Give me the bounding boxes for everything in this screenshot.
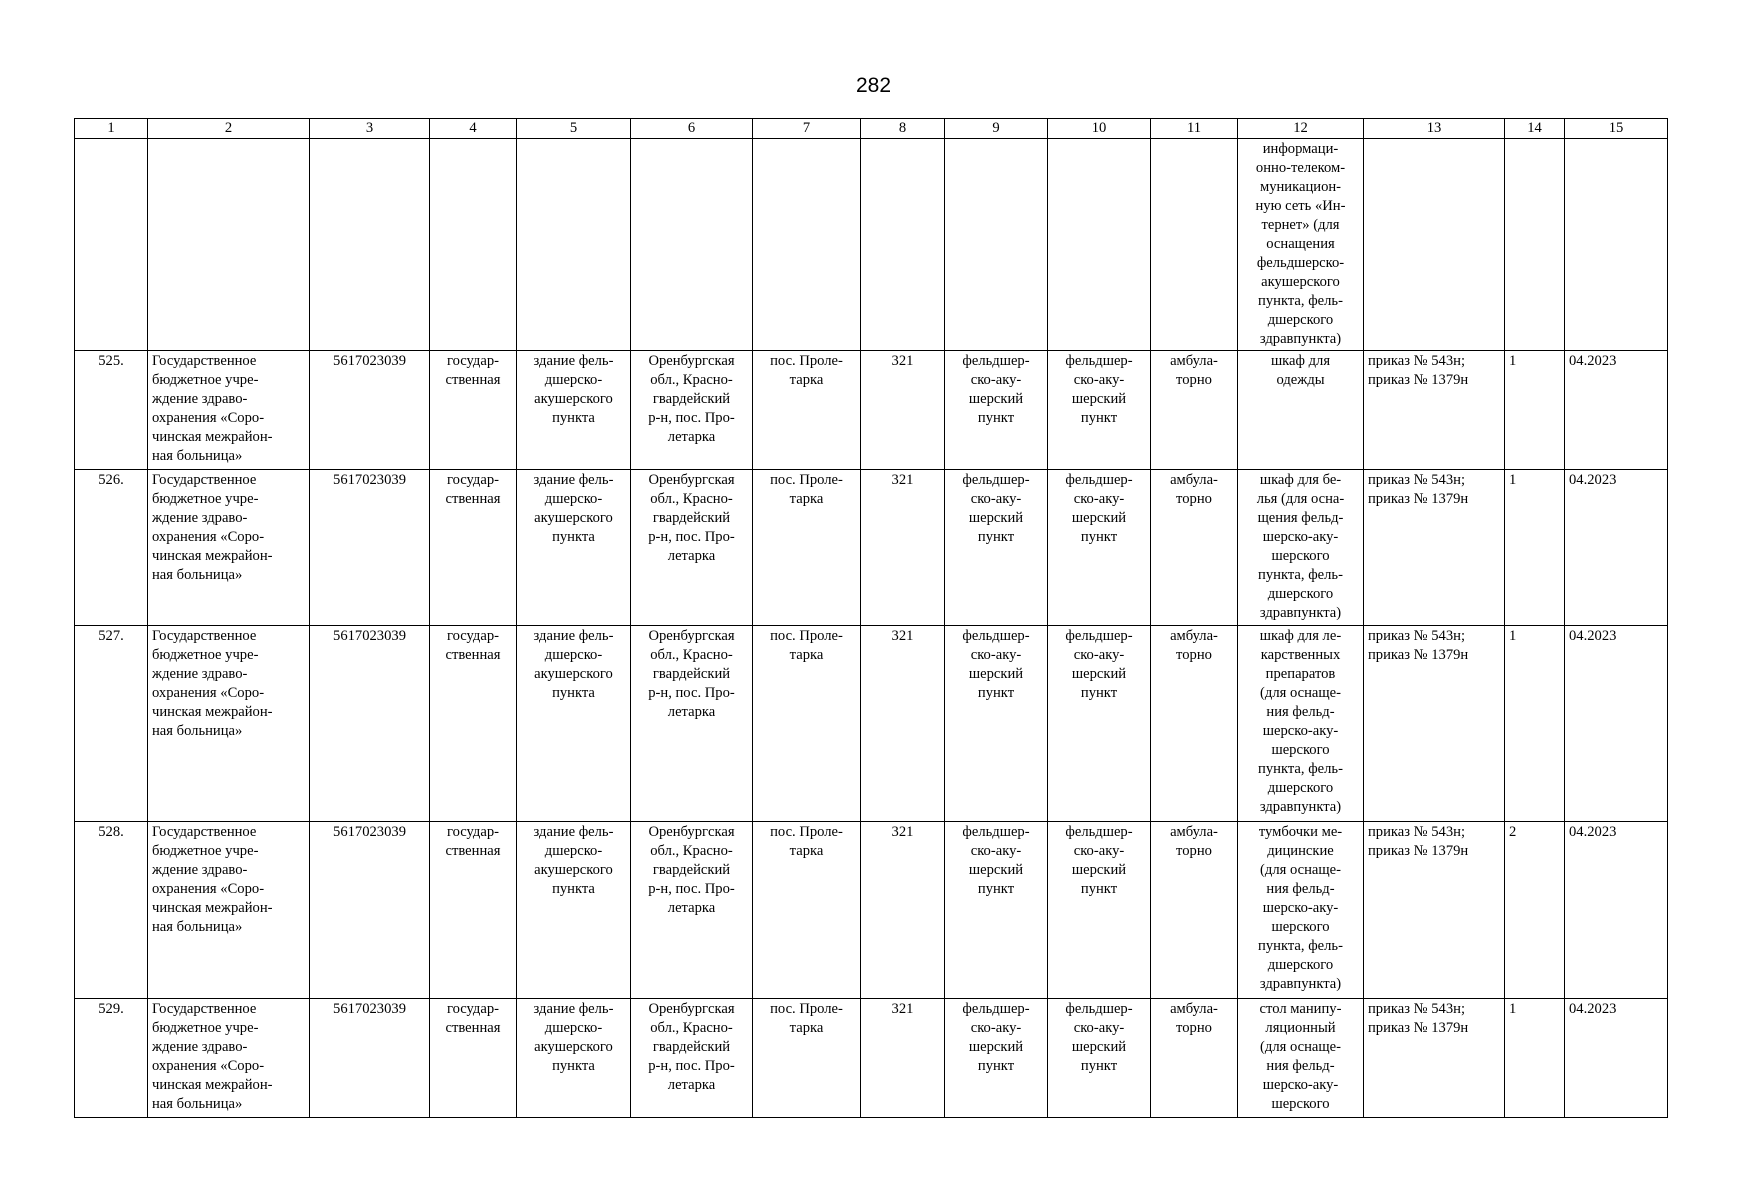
column-header: 3 <box>310 119 430 139</box>
inn-cell: 5617023039 <box>310 822 430 999</box>
building-cell: здание фель- дшерско- акушерского пункта <box>517 470 631 626</box>
equipment-cell: шкаф для одежды <box>1238 351 1364 470</box>
facility-subtype-cell: фельдшер- ско-аку- шерский пункт <box>1048 351 1151 470</box>
inn-cell: 5617023039 <box>310 351 430 470</box>
ownership-cell: государ- ственная <box>430 822 517 999</box>
facility-subtype-cell: фельдшер- ско-аку- шерский пункт <box>1048 626 1151 822</box>
organization-cell: Государственное бюджетное учре- ждение здраво- охранения «Соро- чинская межрайон- ная больница» <box>148 470 310 626</box>
table-row <box>75 470 1668 626</box>
table-row <box>75 626 1668 822</box>
locality-cell: пос. Проле- тарка <box>753 822 861 999</box>
equipment-cell: шкаф для бе- лья (для осна- щения фельд- шерско-аку- шерского пункта, фель- дшерского здравпункта) <box>1238 470 1364 626</box>
locality-cell: пос. Проле- тарка <box>753 470 861 626</box>
code-cell: 321 <box>861 351 945 470</box>
date-cell: 04.2023 <box>1565 822 1668 999</box>
inn-cell: 5617023039 <box>310 999 430 1118</box>
facility-subtype-cell: фельдшер- ско-аку- шерский пункт <box>1048 470 1151 626</box>
equipment-cell: информаци- онно-телеком- муникацион- ную сеть «Ин- тернет» (для оснащения фельдшерско- акушерского пункта, фель- дшерского здравпункта) <box>1238 139 1364 351</box>
locality-cell: пос. Проле- тарка <box>753 351 861 470</box>
locality-cell: пос. Проле- тарка <box>753 999 861 1118</box>
column-header: 13 <box>1364 119 1505 139</box>
column-header: 4 <box>430 119 517 139</box>
building-cell: здание фель- дшерско- акушерского пункта <box>517 351 631 470</box>
care-form-cell: амбула- торно <box>1151 470 1238 626</box>
building-cell: здание фель- дшерско- акушерского пункта <box>517 626 631 822</box>
quantity-cell: 1 <box>1505 999 1565 1118</box>
column-header: 8 <box>861 119 945 139</box>
inn-cell: 5617023039 <box>310 626 430 822</box>
care-form-cell: амбула- торно <box>1151 822 1238 999</box>
care-form-cell: амбула- торно <box>1151 351 1238 470</box>
address-cell: Оренбургская обл., Красно- гвардейский р-н, пос. Про- летарка <box>631 470 753 626</box>
column-header: 7 <box>753 119 861 139</box>
order-cell: приказ № 543н; приказ № 1379н <box>1364 822 1505 999</box>
facility-type-cell: фельдшер- ско-аку- шерский пункт <box>945 626 1048 822</box>
organization-cell: Государственное бюджетное учре- ждение здраво- охранения «Соро- чинская межрайон- ная больница» <box>148 999 310 1118</box>
column-header: 5 <box>517 119 631 139</box>
facility-type-cell: фельдшер- ско-аку- шерский пункт <box>945 351 1048 470</box>
column-header: 12 <box>1238 119 1364 139</box>
organization-cell: Государственное бюджетное учре- ждение здраво- охранения «Соро- чинская межрайон- ная больница» <box>148 626 310 822</box>
order-cell: приказ № 543н; приказ № 1379н <box>1364 351 1505 470</box>
building-cell: здание фель- дшерско- акушерского пункта <box>517 822 631 999</box>
row-number-cell: 527. <box>75 626 148 822</box>
address-cell: Оренбургская обл., Красно- гвардейский р-н, пос. Про- летарка <box>631 626 753 822</box>
care-form-cell: амбула- торно <box>1151 999 1238 1118</box>
row-number-cell: 525. <box>75 351 148 470</box>
table-row <box>75 999 1668 1118</box>
equipment-cell: стол манипу- ляционный (для оснаще- ния фельд- шерско-аку- шерского <box>1238 999 1364 1118</box>
column-header: 6 <box>631 119 753 139</box>
code-cell: 321 <box>861 822 945 999</box>
facility-subtype-cell: фельдшер- ско-аку- шерский пункт <box>1048 822 1151 999</box>
ownership-cell: государ- ственная <box>430 470 517 626</box>
page-number: 282 <box>855 74 892 97</box>
table-row <box>75 351 1668 470</box>
organization-cell: Государственное бюджетное учре- ждение здраво- охранения «Соро- чинская межрайон- ная больница» <box>148 351 310 470</box>
ownership-cell: государ- ственная <box>430 626 517 822</box>
ownership-cell: государ- ственная <box>430 351 517 470</box>
row-number-cell: 526. <box>75 470 148 626</box>
row-number-cell: 528. <box>75 822 148 999</box>
column-number-row <box>75 119 1668 139</box>
column-header: 1 <box>75 119 148 139</box>
quantity-cell: 1 <box>1505 351 1565 470</box>
column-header: 14 <box>1505 119 1565 139</box>
code-cell: 321 <box>861 999 945 1118</box>
organization-cell: Государственное бюджетное учре- ждение здраво- охранения «Соро- чинская межрайон- ная больница» <box>148 822 310 999</box>
table-row <box>75 822 1668 999</box>
address-cell: Оренбургская обл., Красно- гвардейский р-н, пос. Про- летарка <box>631 999 753 1118</box>
building-cell: здание фель- дшерско- акушерского пункта <box>517 999 631 1118</box>
facility-type-cell: фельдшер- ско-аку- шерский пункт <box>945 822 1048 999</box>
quantity-cell: 2 <box>1505 822 1565 999</box>
order-cell: приказ № 543н; приказ № 1379н <box>1364 999 1505 1118</box>
address-cell: Оренбургская обл., Красно- гвардейский р-н, пос. Про- летарка <box>631 351 753 470</box>
date-cell: 04.2023 <box>1565 470 1668 626</box>
order-cell: приказ № 543н; приказ № 1379н <box>1364 626 1505 822</box>
quantity-cell: 1 <box>1505 470 1565 626</box>
date-cell: 04.2023 <box>1565 626 1668 822</box>
facility-type-cell: фельдшер- ско-аку- шерский пункт <box>945 470 1048 626</box>
inn-cell: 5617023039 <box>310 470 430 626</box>
code-cell: 321 <box>861 626 945 822</box>
equipment-cell: тумбочки ме- дицинские (для оснаще- ния фельд- шерско-аку- шерского пункта, фель- дшерского здравпункта) <box>1238 822 1364 999</box>
equipment-cell: шкаф для ле- карственных препаратов (для оснаще- ния фельд- шерско-аку- шерского пункта, фель- дшерского здравпункта) <box>1238 626 1364 822</box>
care-form-cell: амбула- торно <box>1151 626 1238 822</box>
row-number-cell: 529. <box>75 999 148 1118</box>
address-cell: Оренбургская обл., Красно- гвардейский р-н, пос. Про- летарка <box>631 822 753 999</box>
facility-subtype-cell: фельдшер- ско-аку- шерский пункт <box>1048 999 1151 1118</box>
locality-cell: пос. Проле- тарка <box>753 626 861 822</box>
order-cell: приказ № 543н; приказ № 1379н <box>1364 470 1505 626</box>
date-cell: 04.2023 <box>1565 351 1668 470</box>
column-header: 10 <box>1048 119 1151 139</box>
column-header: 15 <box>1565 119 1668 139</box>
column-header: 9 <box>945 119 1048 139</box>
ownership-cell: государ- ственная <box>430 999 517 1118</box>
code-cell: 321 <box>861 470 945 626</box>
continuation-row <box>75 139 1668 351</box>
facility-type-cell: фельдшер- ско-аку- шерский пункт <box>945 999 1048 1118</box>
registry-table <box>74 118 1668 1118</box>
date-cell: 04.2023 <box>1565 999 1668 1118</box>
quantity-cell: 1 <box>1505 626 1565 822</box>
column-header: 11 <box>1151 119 1238 139</box>
column-header: 2 <box>148 119 310 139</box>
